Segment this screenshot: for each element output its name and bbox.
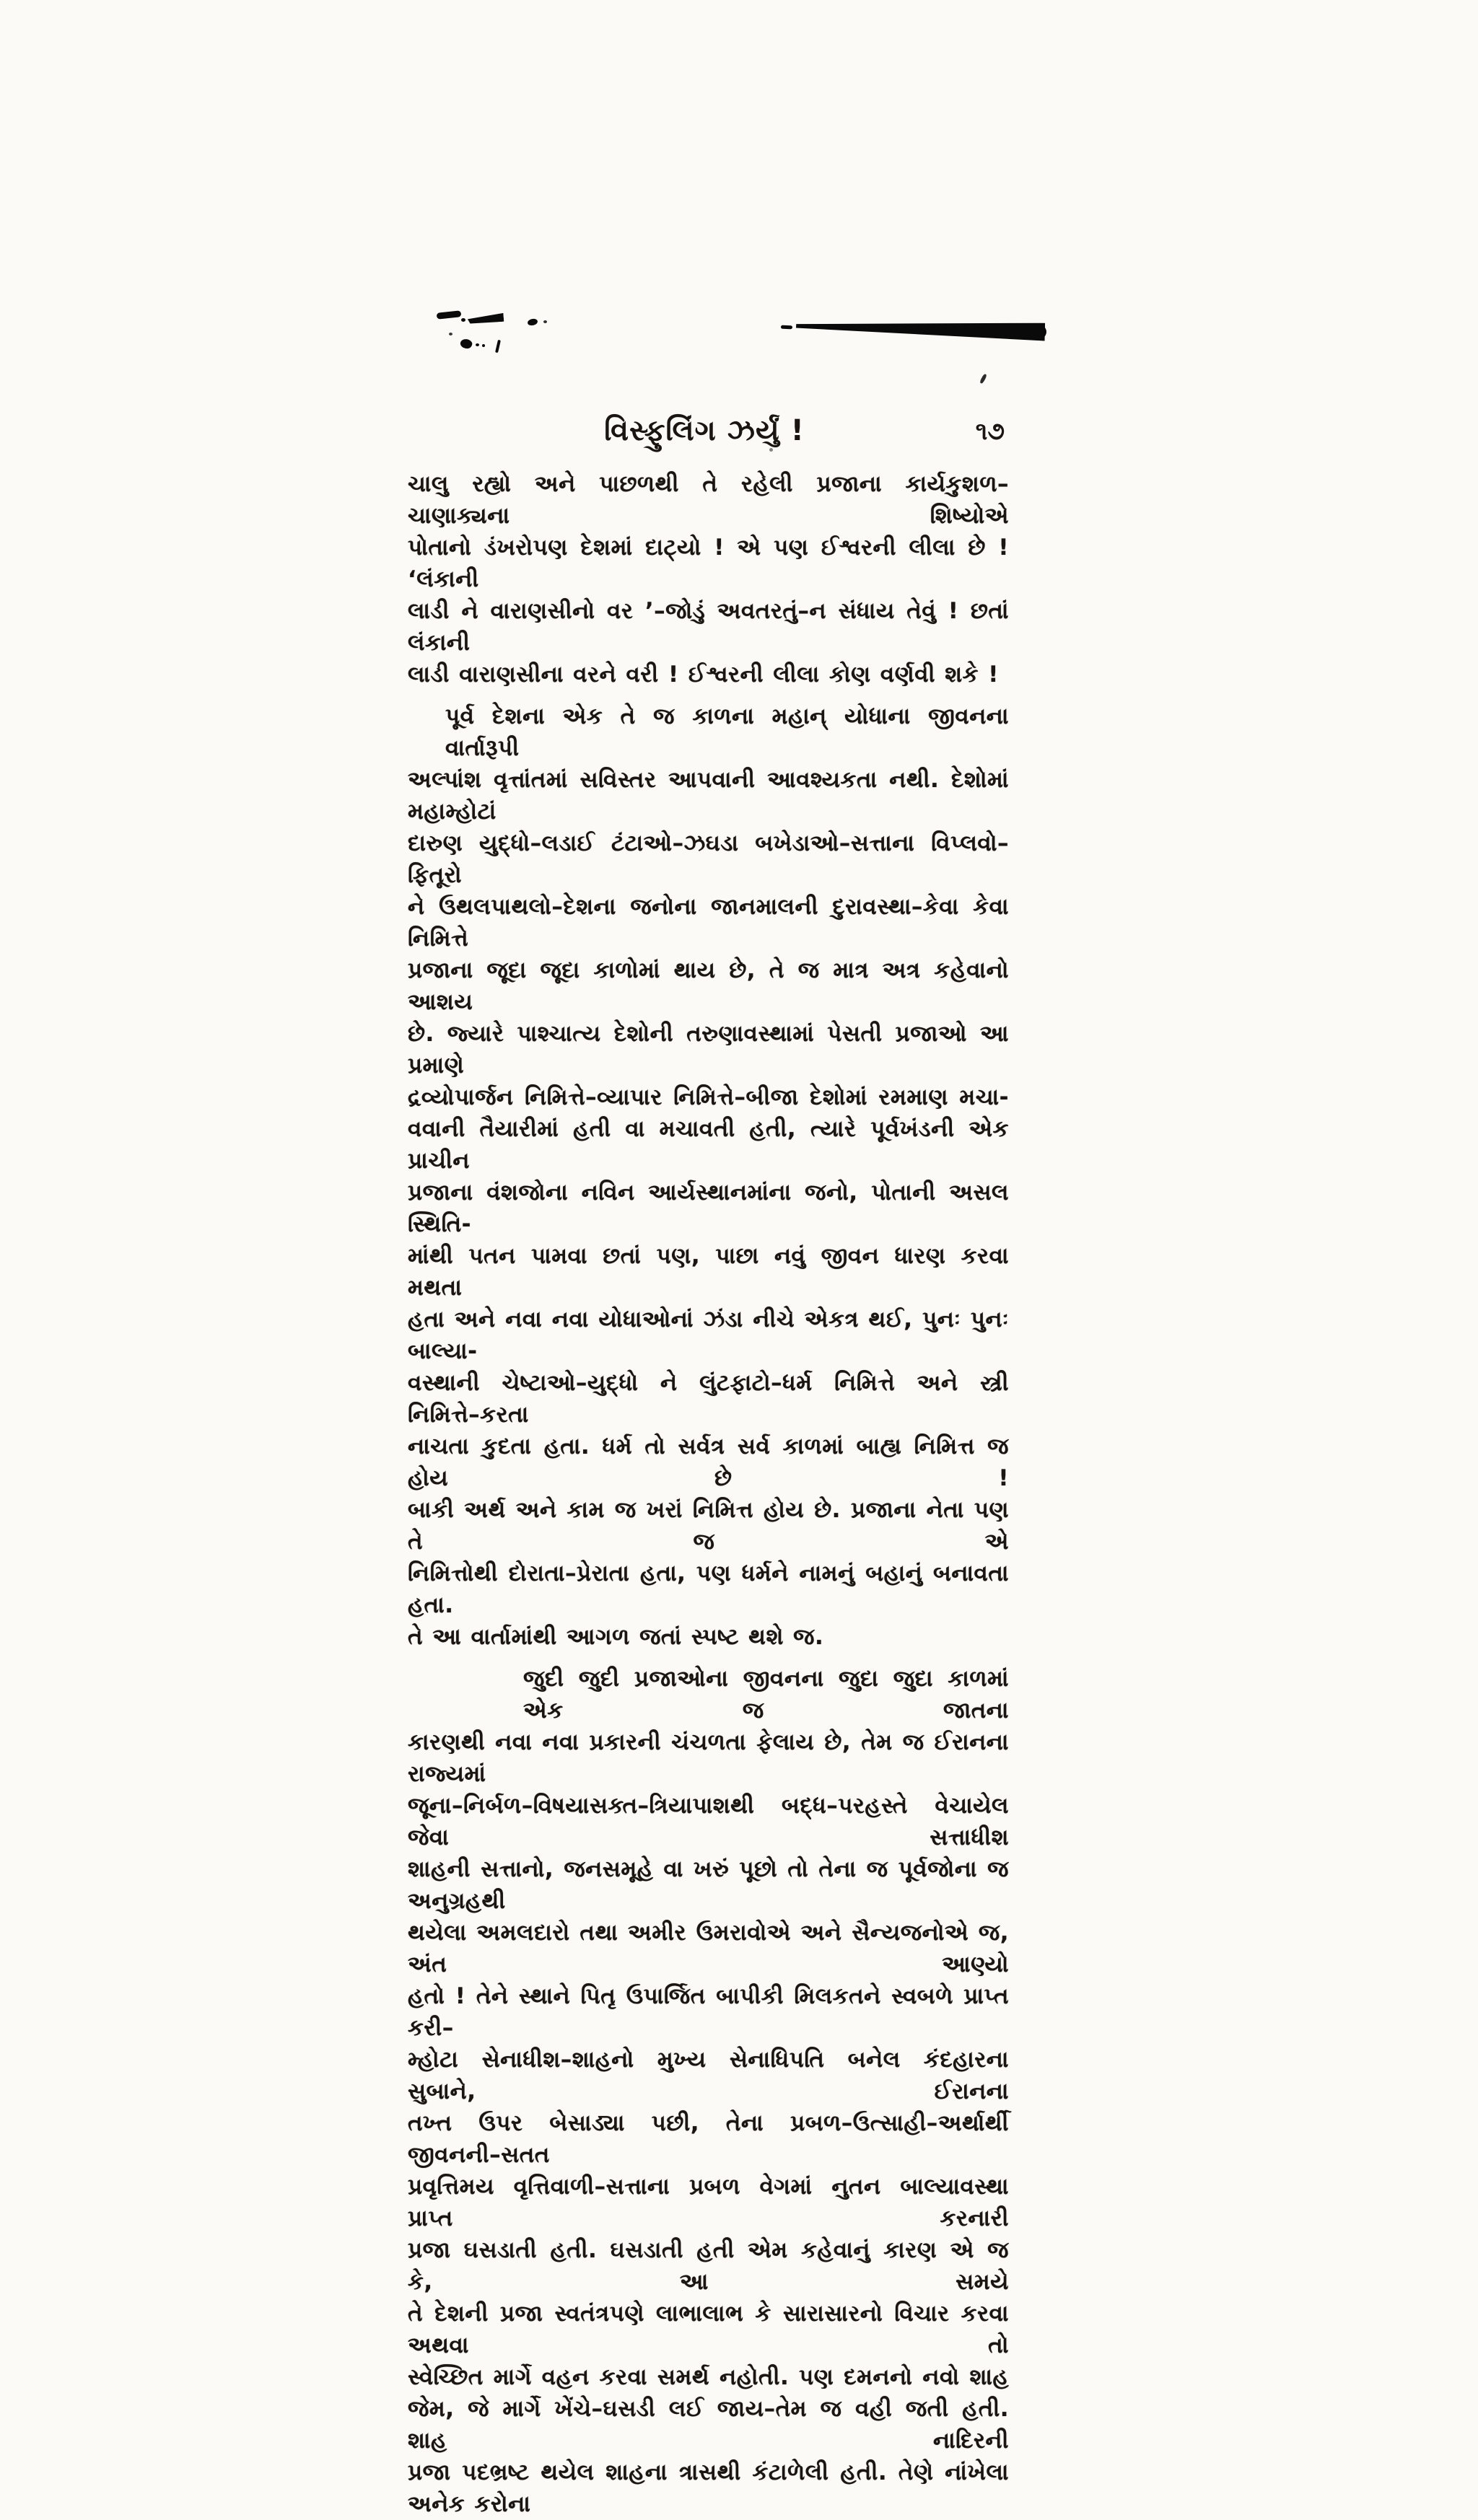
paragraph-1 [408,468,1009,690]
text-line: તે દેશની પ્રજા સ્વતંત્રપણે લાભાલાભ કે સારાસારનો વિચાર કરવા અથવા તો [408,2301,1009,2358]
page-number: ૧૭ [975,417,1005,446]
text-line: જેમ, જે માર્ગે ખેંચે–ઘસડી લઈ જાય–તેમ જ વહી જતી હતી. શાહ નાદિરની [408,2396,1009,2454]
ink-streak-icon [796,317,1045,341]
text-line: પ્રજા પદભ્રષ્ટ થયેલ શાહના ત્રાસથી કંટાળેલી હતી. તેણે નાંખેલા અનેક કરોના [408,2459,1009,2517]
text-line: કારણથી નવા નવા પ્રકારની ચંચળતા ફેલાય છે, તેમ જ ઈરાનના રાજ્યમાં [408,1729,1009,1787]
page-header [408,414,1009,456]
text-line: વસ્થાની ચેષ્ટાઓ–યુદ્ધો ને લુંટફાટો–ધર્મ નિમિત્તે અને સ્ત્રી નિમિત્તે–કરતા [408,1370,1009,1428]
text-line: જુદી જુદી પ્રજાઓના જીવનના જુદા જુદા કાળમાં એક જ જાતના [523,1666,1009,1724]
ink-smudge-icon [459,337,473,350]
text-line: ચાલુ રહ્યો અને પાછળથી તે રહેલી પ્રજાના કાર્યકુશળ–ચાણાક્યના શિષ્યોએ [408,471,1009,529]
ink-smudge-icon [461,318,465,322]
ink-smudge-icon [476,343,479,346]
text-line: થયેલા અમલદારો તથા અમીર ઉમરાવોએ અને સૈન્યજનોએ જ, અંત આણ્યો [408,1920,1009,1977]
text-line: પ્રજાના જૂદા જૂદા કાળોમાં થાય છે, તે જ માત્ર અત્ર કહેવાનો આશય [408,957,1009,1015]
text-line: વવાની તૈયારીમાં હતી વા મચાવતી હતી, ત્યારે પૂર્વખંડની એક પ્રાચીન [408,1116,1009,1174]
text-line: સ્વેચ્છિત માર્ગે વહન કરવા સમર્થ નહોતી. પણ દમનનો નવો શાહ [408,2364,1009,2390]
ink-smudge-icon [543,320,547,323]
text-line: મ્હોટા સેનાધીશ–શાહનો મુખ્ય સેનાધિપતિ બનેલ કંદહારના સુબાને, ઈરાનના [408,2047,1009,2104]
text-line: હતા અને નવા નવા યોધાઓનાં ઝંડા નીચે એકત્ર થઈ, પુનઃ પુનઃ બાલ્યા- [408,1307,1009,1364]
text-line: ને ઉથલપાથલો–દેશના જનોના જાનમાલની દુરાવસ્થા–કેવા કેવા નિમિત્તે [408,894,1009,952]
ink-smudge-icon [527,318,538,327]
text-line: પૂર્વ દેશના એક તે જ કાળના મહાન્ યોધાના જીવનના વાર્તારૂપી [445,703,1009,761]
text-line: હતો ! તેને સ્થાને પિતૃ ઉપાર્જિત બાપીકી મિલકતને સ્વબળે પ્રાપ્ત કરી– [408,1983,1009,2041]
text-line: અલ્પાંશ વૃત્તાંતમાં સવિસ્તર આપવાની આવશ્યકતા નથી. દેશોમાં મહામ્હોટાં [408,767,1009,825]
ink-streak-icon [1028,324,1046,340]
text-line: તે આ વાર્તામાંથી આગળ જતાં સ્પષ્ટ થશે જ. [408,1624,824,1650]
text-line: બાકી અર્થ અને કામ જ ખરાં નિમિત્ત હોય છે. પ્રજાના નેતા પણ તે જ એ [408,1497,1009,1555]
text-line: પ્રજાના વંશજોના નવિન આર્યસ્થાનમાંના જનો, પોતાની અસલ સ્થિતિ- [408,1180,1009,1237]
text-line: શાહની સત્તાનો, જનસમૂહે વા ખરું પૂછો તો તેના જ પૂર્વજોના જ અનુગ્રહથી [408,1856,1009,1914]
text-line: માંથી પતન પામવા છતાં પણ, પાછા નવું જીવન ધારણ કરવા મથતા [408,1243,1009,1301]
ink-streak-icon [781,325,792,330]
text-line: લાડી ને વારાણસીનો વર ’–જોડું અવતરતું–ન સંધાય તેવું ! છતાં લંકાની [408,598,1009,656]
stray-mark-icon [979,374,987,385]
text-line: પોતાનો ડંખરોપણ દેશમાં દાટ્યો ! એ પણ ઈશ્વરની લીલા છે ! ‘લંકાની [408,535,1009,592]
text-line: દારુણ યુદ્ધો–લડાઈ ટંટાઓ–ઝઘડા બખેડાઓ–સત્તાના વિપ્લવો–ફિતૂરો [408,830,1009,888]
text-line: નિમિત્તોથી દોરાતા–પ્રેરાતા હતા, પણ ધર્મને નામનું બહાનું બનાવતા હતા. [408,1560,1009,1618]
text-line: પ્રજા ઘસડાતી હતી. ઘસડાતી હતી એમ કહેવાનું કારણ એ જ કે, આ સમયે [408,2237,1009,2295]
text-line: પ્રવૃત્તિમય વૃત્તિવાળી–સત્તાના પ્રબળ વેગમાં નુતન બાલ્યાવસ્થા પ્રાપ્ત કરનારી [408,2174,1009,2231]
text-line: દ્રવ્યોપાર્જન નિમિત્તે–વ્યાપાર નિમિત્તે–બીજા દેશોમાં રમમાણ મચા- [408,1084,1009,1110]
ink-smudge-icon [482,344,485,347]
paragraph-2 [408,701,1009,1653]
text-line: છે. જ્યારે પાશ્ચાત્ય દેશોની તરુણાવસ્થામાં પેસતી પ્રજાઓ આ પ્રમાણે [408,1021,1009,1079]
text-line: જૂના–નિર્બળ–વિષયાસક્ત–ત્રિયાપાશથી બદ્ધ–પરહસ્તે વેચાયેલ જેવા સત્તાધીશ [408,1793,1009,1851]
text-line: લાડી વારાણસીના વરને વરી ! ઈશ્વરની લીલા કોણ વર્ણવી શકે ! [408,662,999,688]
text-line: તખ્ત ઉપર બેસાડ્યા પછી, તેના પ્રબળ–ઉત્સાહી–અર્થાર્થી જીવનની–સતત [408,2110,1009,2168]
ink-smudge-icon [495,340,501,353]
text-line: નાચતા કુદતા હતા. ધર્મ તો સર્વત્ર સર્વ કાળમાં બાહ્ય નિમિત્ત જ હોય છે ! [408,1434,1009,1491]
running-title: વિસ્ફુલિંગ ઝર્યું ! [604,414,805,447]
ink-smudge-icon [437,310,462,320]
ink-smudge-icon [449,333,452,335]
paragraph-3 [408,1663,1009,2520]
page-body-text [408,468,1009,2520]
ink-smudge-icon [468,313,504,325]
